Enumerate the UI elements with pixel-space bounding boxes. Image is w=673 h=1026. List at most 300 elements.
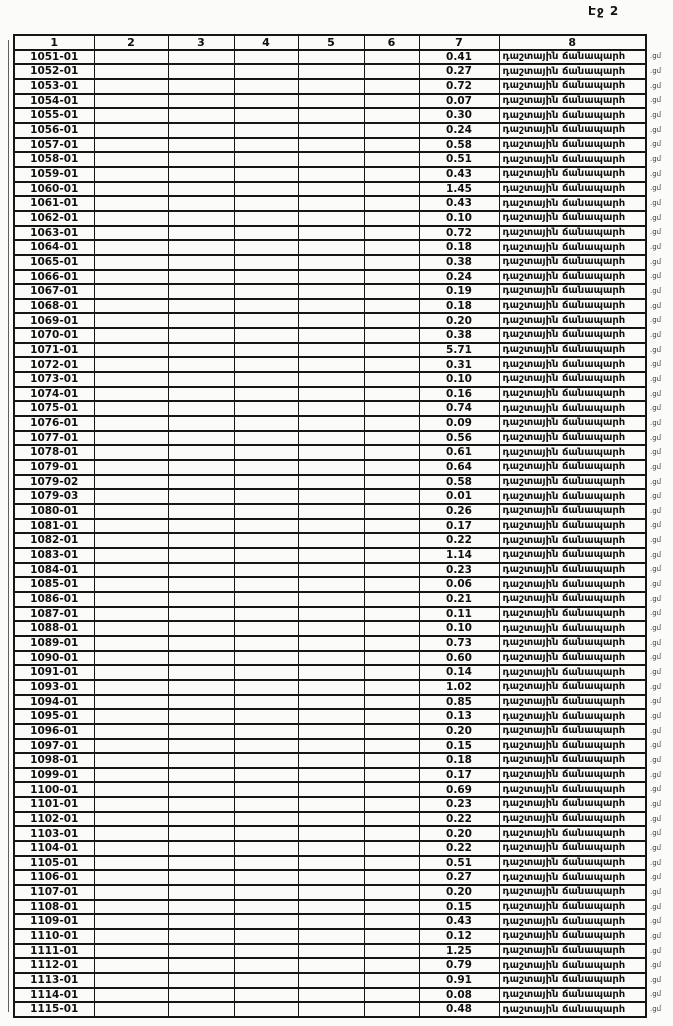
cell-empty	[168, 841, 234, 856]
cell-parcel-id: 1107-01	[14, 885, 94, 900]
cell-parcel-id: 1068-01	[14, 299, 94, 314]
margin-note: .ցմ	[650, 887, 662, 896]
cell-empty	[168, 372, 234, 387]
margin-note: .ցմ	[650, 902, 662, 911]
cell-empty	[298, 958, 364, 973]
cell-parcel-id: 1088-01	[14, 621, 94, 636]
margin-note: .ցմ	[650, 360, 662, 369]
table-row	[14, 94, 672, 109]
cell-area-value: 0.31	[419, 357, 499, 372]
cell-empty	[168, 695, 234, 710]
cell-empty	[168, 665, 234, 680]
cell-land-use: դաշտային ճանապարհ	[499, 739, 646, 754]
table-row	[14, 870, 672, 885]
cell-empty	[364, 870, 419, 885]
cell-empty	[168, 856, 234, 871]
cell-empty	[298, 577, 364, 592]
cell-empty	[298, 651, 364, 666]
margin-note: .ցմ	[650, 785, 662, 794]
cell-empty	[94, 460, 168, 475]
cell-land-use: դաշտային ճանապարհ	[499, 167, 646, 182]
cell-parcel-id: 1071-01	[14, 343, 94, 358]
cell-empty	[168, 475, 234, 490]
table-row	[14, 79, 672, 94]
table-row	[14, 636, 672, 651]
cell-empty	[234, 328, 298, 343]
column-header-6: 6	[364, 35, 419, 50]
margin-note: .ցմ	[650, 140, 662, 149]
cell-empty	[364, 79, 419, 94]
cell-area-value: 0.74	[419, 401, 499, 416]
table-row	[14, 50, 672, 65]
table-row	[14, 680, 672, 695]
table-row	[14, 167, 672, 182]
cell-empty	[298, 211, 364, 226]
table-row	[14, 328, 672, 343]
cell-empty	[298, 973, 364, 988]
cell-empty	[168, 123, 234, 138]
cell-empty	[168, 313, 234, 328]
cell-empty	[94, 797, 168, 812]
cell-empty	[234, 563, 298, 578]
cell-empty	[234, 914, 298, 929]
cell-parcel-id: 1096-01	[14, 724, 94, 739]
cell-land-use: դաշտային ճանապարհ	[499, 489, 646, 504]
cell-empty	[298, 739, 364, 754]
cell-empty	[168, 489, 234, 504]
table-row	[14, 695, 672, 710]
cell-empty	[234, 240, 298, 255]
margin-note: .ցմ	[650, 477, 662, 486]
cell-empty	[364, 519, 419, 534]
cell-empty	[94, 739, 168, 754]
cell-parcel-id: 1060-01	[14, 182, 94, 197]
cell-land-use: դաշտային ճանապարհ	[499, 607, 646, 622]
cell-empty	[234, 724, 298, 739]
cell-parcel-id: 1093-01	[14, 680, 94, 695]
cell-empty	[364, 944, 419, 959]
margin-note: .ցմ	[650, 990, 662, 999]
cell-empty	[94, 753, 168, 768]
cell-empty	[168, 1002, 234, 1017]
cell-empty	[94, 607, 168, 622]
cell-empty	[364, 108, 419, 123]
cell-empty	[234, 592, 298, 607]
cell-empty	[234, 138, 298, 153]
cell-empty	[168, 182, 234, 197]
cell-parcel-id: 1082-01	[14, 533, 94, 548]
cell-empty	[364, 489, 419, 504]
cell-parcel-id: 1105-01	[14, 856, 94, 871]
cell-area-value: 0.43	[419, 196, 499, 211]
cell-land-use: դաշտային ճանապարհ	[499, 929, 646, 944]
cell-parcel-id: 1085-01	[14, 577, 94, 592]
cell-empty	[168, 284, 234, 299]
cell-area-value: 0.27	[419, 64, 499, 79]
cell-empty	[234, 196, 298, 211]
margin-note: .ցմ	[650, 668, 662, 677]
cell-empty	[234, 79, 298, 94]
cell-land-use: դաշտային ճանապարհ	[499, 79, 646, 94]
cell-empty	[168, 709, 234, 724]
cell-empty	[168, 357, 234, 372]
cell-parcel-id: 1114-01	[14, 988, 94, 1003]
cell-empty	[168, 211, 234, 226]
cell-land-use: դաշտային ճանապարհ	[499, 548, 646, 563]
cell-empty	[94, 299, 168, 314]
cell-empty	[234, 900, 298, 915]
cell-empty	[364, 357, 419, 372]
cell-empty	[94, 504, 168, 519]
margin-note: .ցմ	[650, 975, 662, 984]
cell-land-use: դաշտային ճանապարհ	[499, 885, 646, 900]
cell-empty	[298, 768, 364, 783]
cell-empty	[364, 504, 419, 519]
table-row	[14, 284, 672, 299]
cell-empty	[234, 431, 298, 446]
cell-empty	[234, 475, 298, 490]
cell-empty	[364, 914, 419, 929]
cell-empty	[94, 665, 168, 680]
cell-parcel-id: 1080-01	[14, 504, 94, 519]
cell-empty	[298, 709, 364, 724]
cell-empty	[364, 445, 419, 460]
cell-land-use: դաշտային ճանապարհ	[499, 504, 646, 519]
margin-note: .ցմ	[650, 873, 662, 882]
cell-empty	[94, 475, 168, 490]
cell-empty	[364, 94, 419, 109]
margin-note: .ցմ	[650, 741, 662, 750]
cell-empty	[298, 636, 364, 651]
cell-empty	[94, 548, 168, 563]
table-row	[14, 431, 672, 446]
cell-land-use: դաշտային ճանապարհ	[499, 182, 646, 197]
cell-empty	[168, 753, 234, 768]
cell-empty	[234, 651, 298, 666]
cell-parcel-id: 1100-01	[14, 782, 94, 797]
column-header-3: 3	[168, 35, 234, 50]
margin-gutter	[646, 35, 672, 50]
margin-note: .ցմ	[650, 843, 662, 852]
table-row	[14, 548, 672, 563]
table-row	[14, 651, 672, 666]
cell-empty	[94, 519, 168, 534]
cell-empty	[94, 870, 168, 885]
column-header-1: 1	[14, 35, 94, 50]
cell-land-use: դաշտային ճանապարհ	[499, 870, 646, 885]
cell-empty	[298, 431, 364, 446]
cell-empty	[364, 709, 419, 724]
cell-land-use: դաշտային ճանապարհ	[499, 812, 646, 827]
table-row	[14, 64, 672, 79]
cell-empty	[298, 138, 364, 153]
table-row	[14, 768, 672, 783]
cell-area-value: 0.07	[419, 94, 499, 109]
cell-land-use: դաշտային ճանապարհ	[499, 240, 646, 255]
cell-area-value: 0.22	[419, 841, 499, 856]
cell-area-value: 0.48	[419, 1002, 499, 1017]
cell-empty	[298, 753, 364, 768]
margin-note: .ցմ	[650, 418, 662, 427]
cell-empty	[364, 768, 419, 783]
cell-empty	[364, 167, 419, 182]
cell-land-use: դաշտային ճանապարհ	[499, 460, 646, 475]
cell-parcel-id: 1056-01	[14, 123, 94, 138]
cell-empty	[234, 812, 298, 827]
table-row	[14, 313, 672, 328]
cell-land-use: դաշտային ճանապարհ	[499, 401, 646, 416]
table-row	[14, 782, 672, 797]
cell-empty	[234, 211, 298, 226]
margin-note: .ցմ	[650, 213, 662, 222]
cell-parcel-id: 1054-01	[14, 94, 94, 109]
cell-empty	[94, 196, 168, 211]
margin-note: .ցմ	[650, 550, 662, 559]
cell-empty	[234, 958, 298, 973]
cell-empty	[168, 79, 234, 94]
cell-empty	[298, 108, 364, 123]
cell-land-use: դաշտային ճանապարհ	[499, 343, 646, 358]
cell-empty	[94, 973, 168, 988]
cell-land-use: դաշտային ճանապարհ	[499, 284, 646, 299]
margin-note: .ցմ	[650, 858, 662, 867]
cell-parcel-id: 1074-01	[14, 387, 94, 402]
cell-area-value: 0.23	[419, 797, 499, 812]
cell-empty	[234, 50, 298, 65]
cell-empty	[364, 621, 419, 636]
margin-note: .ցմ	[650, 1005, 662, 1014]
cell-empty	[364, 50, 419, 65]
cell-parcel-id: 1108-01	[14, 900, 94, 915]
column-header-8: 8	[499, 35, 646, 50]
cell-empty	[168, 724, 234, 739]
cell-empty	[298, 167, 364, 182]
cell-empty	[168, 958, 234, 973]
table-row	[14, 885, 672, 900]
margin-note: .ցմ	[650, 624, 662, 633]
cell-empty	[168, 797, 234, 812]
cell-empty	[364, 226, 419, 241]
table-row	[14, 475, 672, 490]
cell-empty	[94, 284, 168, 299]
cell-empty	[94, 270, 168, 285]
table-row	[14, 504, 672, 519]
table-row	[14, 753, 672, 768]
cell-empty	[94, 138, 168, 153]
cell-area-value: 0.14	[419, 665, 499, 680]
cell-empty	[168, 152, 234, 167]
margin-note: .ցմ	[650, 389, 662, 398]
cell-empty	[168, 592, 234, 607]
cell-empty	[94, 182, 168, 197]
cell-empty	[298, 856, 364, 871]
cell-parcel-id: 1051-01	[14, 50, 94, 65]
cell-parcel-id: 1091-01	[14, 665, 94, 680]
cell-land-use: դաշտային ճանապարհ	[499, 958, 646, 973]
cell-empty	[168, 782, 234, 797]
cell-empty	[298, 343, 364, 358]
cell-empty	[234, 255, 298, 270]
table-row	[14, 797, 672, 812]
cell-land-use: դաշտային ճանապարհ	[499, 768, 646, 783]
cell-empty	[298, 401, 364, 416]
cell-empty	[364, 885, 419, 900]
cell-empty	[298, 680, 364, 695]
cell-empty	[298, 445, 364, 460]
cell-empty	[168, 870, 234, 885]
cell-area-value: 0.20	[419, 885, 499, 900]
margin-note: .ցմ	[650, 257, 662, 266]
cell-empty	[234, 695, 298, 710]
cell-empty	[168, 944, 234, 959]
cell-empty	[234, 709, 298, 724]
margin-note: .ցմ	[650, 609, 662, 618]
cell-empty	[234, 782, 298, 797]
cell-area-value: 5.71	[419, 343, 499, 358]
margin-note: .ցմ	[650, 448, 662, 457]
margin-note: .ցմ	[650, 712, 662, 721]
cell-area-value: 0.60	[419, 651, 499, 666]
table-row	[14, 226, 672, 241]
cell-land-use: դաշտային ճանապարհ	[499, 416, 646, 431]
cell-empty	[94, 387, 168, 402]
cell-empty	[234, 313, 298, 328]
margin-note: .ցմ	[650, 272, 662, 281]
cell-empty	[168, 973, 234, 988]
table-row	[14, 182, 672, 197]
table-row	[14, 563, 672, 578]
cell-empty	[94, 592, 168, 607]
margin-note: .ցմ	[650, 374, 662, 383]
cell-land-use: դաշտային ճանապարհ	[499, 665, 646, 680]
cell-empty	[168, 812, 234, 827]
cell-empty	[364, 343, 419, 358]
cell-area-value: 0.38	[419, 255, 499, 270]
table-row	[14, 577, 672, 592]
margin-note: .ցմ	[650, 462, 662, 471]
cell-empty	[168, 607, 234, 622]
cell-empty	[298, 914, 364, 929]
column-header-7: 7	[419, 35, 499, 50]
cell-area-value: 0.09	[419, 416, 499, 431]
cell-empty	[168, 328, 234, 343]
table-row	[14, 958, 672, 973]
cell-parcel-id: 1073-01	[14, 372, 94, 387]
table-row	[14, 900, 672, 915]
margin-note: .ցմ	[650, 301, 662, 310]
margin-note: .ցմ	[650, 814, 662, 823]
margin-note: .ցմ	[650, 199, 662, 208]
cell-parcel-id: 1059-01	[14, 167, 94, 182]
cell-empty	[168, 533, 234, 548]
cell-empty	[94, 489, 168, 504]
cell-empty	[94, 255, 168, 270]
cell-land-use: դաշտային ճանապարհ	[499, 519, 646, 534]
cell-parcel-id: 1102-01	[14, 812, 94, 827]
cell-empty	[364, 724, 419, 739]
cell-empty	[94, 211, 168, 226]
cell-empty	[168, 138, 234, 153]
cell-area-value: 0.17	[419, 519, 499, 534]
cell-empty	[168, 988, 234, 1003]
table-row	[14, 944, 672, 959]
cell-empty	[234, 460, 298, 475]
cell-area-value: 0.23	[419, 563, 499, 578]
cell-empty	[94, 577, 168, 592]
cell-parcel-id: 1055-01	[14, 108, 94, 123]
table-row	[14, 621, 672, 636]
cell-parcel-id: 1113-01	[14, 973, 94, 988]
cell-empty	[168, 680, 234, 695]
margin-note: .ցմ	[650, 726, 662, 735]
cell-empty	[364, 196, 419, 211]
margin-note: .ցմ	[650, 565, 662, 574]
cell-empty	[364, 651, 419, 666]
margin-note: .ցմ	[650, 169, 662, 178]
cell-area-value: 0.20	[419, 826, 499, 841]
cell-empty	[234, 870, 298, 885]
cell-empty	[364, 900, 419, 915]
cell-empty	[298, 841, 364, 856]
cell-empty	[94, 885, 168, 900]
cell-empty	[298, 621, 364, 636]
cell-parcel-id: 1052-01	[14, 64, 94, 79]
cell-empty	[234, 519, 298, 534]
parcel-table	[13, 34, 673, 1018]
cell-empty	[298, 519, 364, 534]
cell-empty	[298, 416, 364, 431]
cell-empty	[168, 94, 234, 109]
cell-parcel-id: 1061-01	[14, 196, 94, 211]
cell-empty	[234, 445, 298, 460]
table-row	[14, 592, 672, 607]
cell-area-value: 0.64	[419, 460, 499, 475]
cell-empty	[298, 240, 364, 255]
cell-area-value: 0.15	[419, 739, 499, 754]
cell-empty	[168, 387, 234, 402]
cell-empty	[94, 929, 168, 944]
margin-note: .ցմ	[650, 829, 662, 838]
cell-land-use: դաշտային ճանապարհ	[499, 152, 646, 167]
cell-empty	[234, 123, 298, 138]
cell-empty	[298, 797, 364, 812]
margin-note: .ցմ	[650, 184, 662, 193]
table-row	[14, 812, 672, 827]
cell-area-value: 0.72	[419, 79, 499, 94]
cell-land-use: դաշտային ճանապարհ	[499, 226, 646, 241]
cell-empty	[234, 94, 298, 109]
cell-parcel-id: 1062-01	[14, 211, 94, 226]
margin-note: .ցմ	[650, 492, 662, 501]
cell-empty	[94, 958, 168, 973]
cell-empty	[364, 270, 419, 285]
cell-empty	[364, 533, 419, 548]
cell-empty	[298, 182, 364, 197]
cell-empty	[234, 401, 298, 416]
cell-empty	[234, 108, 298, 123]
cell-empty	[364, 255, 419, 270]
cell-empty	[298, 724, 364, 739]
cell-empty	[234, 548, 298, 563]
cell-empty	[168, 929, 234, 944]
cell-empty	[234, 680, 298, 695]
margin-note: .ցմ	[650, 961, 662, 970]
cell-parcel-id: 1111-01	[14, 944, 94, 959]
cell-parcel-id: 1104-01	[14, 841, 94, 856]
margin-note: .ցմ	[650, 404, 662, 413]
cell-parcel-id: 1110-01	[14, 929, 94, 944]
margin-note: .ցմ	[650, 755, 662, 764]
